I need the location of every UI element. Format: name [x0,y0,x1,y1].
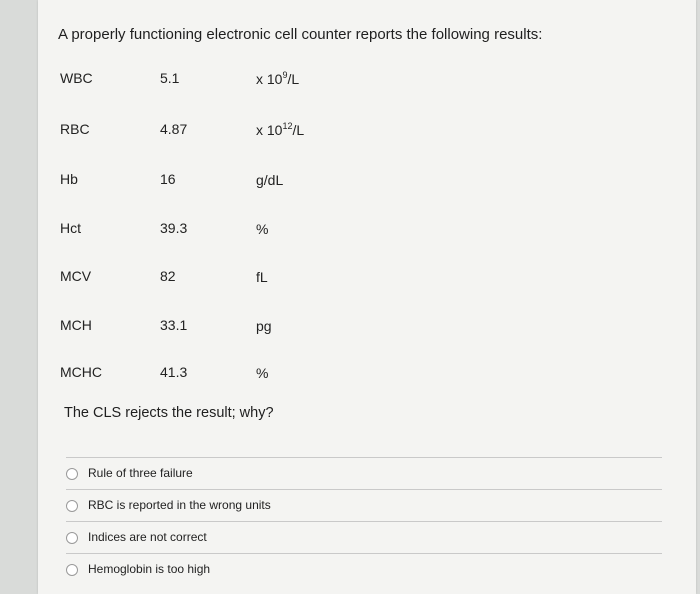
radio-button[interactable] [66,468,78,480]
result-row-hb [38,171,696,193]
result-value: 33.1 [160,317,188,333]
result-unit: x $10^{12}/L$ [256,121,305,138]
result-name: MCH [60,317,92,333]
result-value: 39.3 [160,220,188,236]
result-row-hct [38,220,696,242]
result-name: Hct [60,220,81,236]
answer-label: Hemoglobin is too high [88,562,211,576]
question-card [38,0,696,594]
result-value: 5.1 [160,70,180,86]
result-name: Hb [60,171,78,187]
result-row-mchc [38,364,696,386]
divider [66,457,662,458]
result-unit: fL [256,269,268,285]
divider [66,553,662,554]
result-name: MCV [60,268,92,284]
result-value: 16 [160,171,176,187]
result-unit: % [256,365,269,381]
answer-option-4[interactable] [66,560,662,586]
answer-label: Indices are not correct [88,530,207,544]
result-unit: g/dL [256,172,284,188]
result-name: MCHC [60,364,102,380]
answer-option-1[interactable] [66,464,662,490]
radio-button[interactable] [66,500,78,512]
result-value: 82 [160,268,176,284]
answer-label: Rule of three failure [88,466,193,480]
answer-option-2[interactable] [66,496,662,522]
radio-button[interactable] [66,532,78,544]
answer-option-3[interactable] [66,528,662,554]
result-unit: % [256,221,269,237]
answer-label: RBC is reported in the wrong units [88,498,271,512]
result-name: WBC [60,70,93,86]
result-row-rbc [38,121,696,143]
radio-button[interactable] [66,564,78,576]
question-text: The CLS rejects the result; why? [64,405,274,421]
question-prompt: A properly functioning electronic cell counter reports the following results: [58,26,543,43]
result-value: 4.87 [160,121,188,137]
result-name: RBC [60,121,90,137]
result-unit: pg [256,318,272,334]
result-row-wbc [38,70,696,92]
result-value: 41.3 [160,364,188,380]
result-unit: x $10^9/L$ [256,70,300,87]
result-row-mch [38,317,696,339]
divider [66,489,662,490]
divider [66,521,662,522]
result-row-mcv [38,268,696,290]
